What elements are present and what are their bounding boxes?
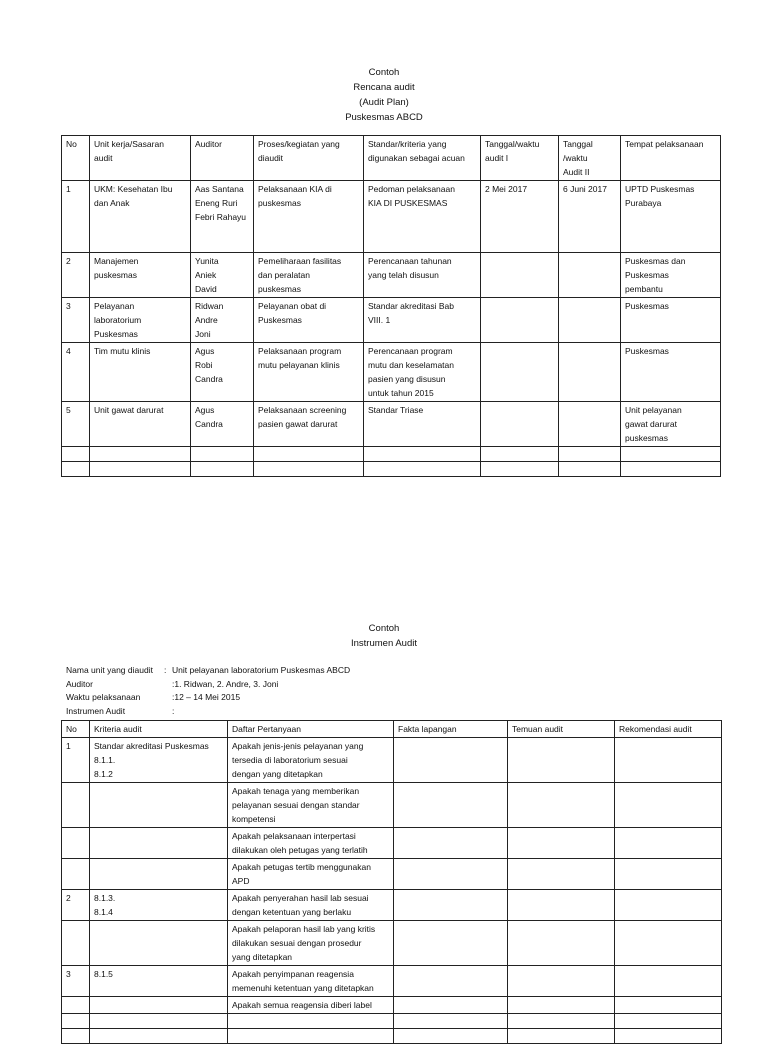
plan-cell-line: Pelaksanaan program [258,346,342,356]
plan-title-line: (Audit Plan) [359,97,409,108]
instrumen-cell [228,721,394,738]
instrumen-row [62,890,722,921]
plan-cell [254,253,364,298]
plan-cell-line: Aas Santana [195,184,244,194]
instrumen-cell [508,1029,615,1044]
instrumen-cell [62,1014,90,1029]
plan-cell [559,253,621,298]
instrumen-header-row [62,721,722,738]
instrumen-cell [508,921,615,966]
instrumen-row [62,738,722,783]
plan-cell [62,447,90,462]
plan-cell-line: yang telah disusun [368,270,439,280]
instrumen-cell-line: dengan yang ditetapkan [232,769,323,779]
instrumen-cell-line: 8.1.2 [94,769,113,779]
instrumen-title [0,621,768,651]
plan-cell [481,298,559,343]
plan-cell-line: puskesmas [258,284,301,294]
plan-cell-line: pasien yang disusun [368,374,446,384]
instrumen-cell-line: 8.1.4 [94,907,113,917]
plan-cell-line: digunakan sebagai acuan [368,153,465,163]
instrumen-cell [615,997,722,1014]
instrumen-cell [394,1014,508,1029]
instrumen-cell [394,997,508,1014]
plan-cell-line: Puskesmas [94,329,138,339]
plan-cell [481,462,559,477]
instrumen-cell [90,966,228,997]
instrumen-cell [228,828,394,859]
plan-cell [559,298,621,343]
meta-value: :12 – 14 Mei 2015 [172,692,241,702]
plan-cell [254,181,364,253]
instrumen-cell [90,1029,228,1044]
plan-cell [621,447,721,462]
plan-cell [254,343,364,402]
plan-cell [481,402,559,447]
plan-cell-line: Standar Triase [368,405,424,415]
instrumen-cell-line: memenuhi ketentuan yang ditetapkan [232,983,374,993]
plan-cell [621,462,721,477]
plan-cell [62,253,90,298]
plan-cell [481,253,559,298]
plan-cell [621,253,721,298]
plan-cell-line: mutu dan keselamatan [368,360,454,370]
instrumen-cell-line: APD [232,876,250,886]
instrumen-row [62,966,722,997]
plan-cell-line: diaudit [258,153,284,163]
instrumen-cell [228,921,394,966]
instrumen-cell-line: 2 [66,893,71,903]
plan-row [62,402,721,447]
instrumen-cell [615,783,722,828]
plan-cell [254,402,364,447]
instrumen-cell-line: tersedia di laboratorium sesuai [232,755,348,765]
plan-cell-line: audit [94,153,113,163]
plan-cell-line: Auditor [195,139,222,149]
plan-cell-line: Candra [195,419,223,429]
instrumen-cell [228,890,394,921]
plan-cell [559,447,621,462]
plan-cell-line: Purabaya [625,198,662,208]
plan-cell [621,343,721,402]
plan-cell-line: dan Anak [94,198,130,208]
instrumen-cell [615,890,722,921]
plan-cell [90,181,191,253]
instrumen-cell [228,1014,394,1029]
plan-cell-line: VIII. 1 [368,315,391,325]
plan-cell-line: Robi [195,360,213,370]
meta-sep: : [164,665,167,675]
plan-cell [559,402,621,447]
plan-cell [481,136,559,181]
meta-key: Auditor [66,678,93,689]
plan-cell [62,136,90,181]
plan-cell-line: puskesmas [258,198,301,208]
instrumen-cell-line: Standar akreditasi Puskesmas [94,741,209,751]
plan-cell [254,298,364,343]
instrumen-cell [508,890,615,921]
instrumen-cell [90,1014,228,1029]
instrumen-cell [228,738,394,783]
instrumen-cell [62,828,90,859]
instrumen-cell [394,783,508,828]
plan-cell-line: mutu pelayanan klinis [258,360,340,370]
plan-cell-line: 6 Juni 2017 [563,184,607,194]
instrumen-cell [394,921,508,966]
plan-cell-line: Joni [195,329,211,339]
plan-row [62,462,721,477]
instrumen-row [62,997,722,1014]
plan-cell-line: Puskesmas [258,315,302,325]
plan-cell-line: Tanggal [563,139,593,149]
plan-cell [621,298,721,343]
plan-cell-line: pembantu [625,284,663,294]
instrumen-cell [62,890,90,921]
instrumen-cell-line: 3 [66,969,71,979]
instrumen-cell [62,783,90,828]
plan-cell [621,181,721,253]
instrumen-cell-line: Apakah semua reagensia diberi label [232,1000,372,1010]
plan-cell-line: /waktu [563,153,588,163]
plan-cell-line: 1 [66,184,71,194]
plan-cell [90,343,191,402]
plan-cell [191,298,254,343]
plan-cell-line: untuk tahun 2015 [368,388,434,398]
instrumen-cell [615,1029,722,1044]
meta-key: Waktu pelaksanaan [66,692,141,702]
plan-cell-line: puskesmas [94,270,137,280]
plan-cell [62,402,90,447]
plan-cell-line: No [66,139,77,149]
instrumen-cell [394,859,508,890]
instrumen-cell-line: Apakah penyimpanan reagensia [232,969,354,979]
instrumen-cell [90,890,228,921]
plan-cell-line: Pelaksanaan KIA di [258,184,332,194]
instrumen-cell-line: Apakah pelaksanaan interpertasi [232,831,356,841]
instrumen-cell-line: Daftar Pertanyaan [232,724,301,734]
instrumen-cell [62,721,90,738]
plan-cell-line: Pelayanan obat di [258,301,327,311]
instrumen-cell [228,859,394,890]
instrumen-cell-line: 8.1.5 [94,969,113,979]
plan-cell-line: audit I [485,153,509,163]
plan-cell-line: Proses/kegiatan yang [258,139,340,149]
instrumen-cell [90,921,228,966]
plan-cell-line: Ridwan [195,301,224,311]
meta-row-instrumen [66,705,350,719]
plan-cell-line: Tempat pelaksanaan [625,139,704,149]
plan-cell [191,253,254,298]
instrumen-cell [62,738,90,783]
plan-cell [191,181,254,253]
plan-cell-line: pasien gawat darurat [258,419,338,429]
plan-cell [62,298,90,343]
meta-key: Nama unit yang diaudit [66,665,153,675]
plan-cell [90,253,191,298]
plan-title-line: Contoh [368,67,400,78]
plan-cell [254,447,364,462]
meta-sep [164,705,175,719]
instrumen-title-line: Instrumen Audit [350,638,417,649]
plan-cell [364,447,481,462]
plan-cell-line: laboratorium [94,315,142,325]
instrumen-cell [615,966,722,997]
plan-cell [481,343,559,402]
instrumen-row [62,859,722,890]
instrumen-cell [615,738,722,783]
plan-cell-line: Pedoman pelaksanaan [368,184,455,194]
instrumen-cell [90,783,228,828]
instrumen-cell-line: Fakta lapangan [398,724,457,734]
plan-cell-line: Candra [195,374,223,384]
instrumen-cell [508,828,615,859]
instrumen-cell-line: Apakah pelaporan hasil lab yang kritis [232,924,376,934]
plan-cell [254,136,364,181]
plan-cell [191,462,254,477]
plan-row [62,298,721,343]
plan-cell-line: Unit kerja/Sasaran [94,139,164,149]
plan-cell [90,136,191,181]
instrumen-cell-line: Kriteria audit [94,724,142,734]
plan-cell-line: Febri Rahayu [195,212,247,222]
plan-cell-line: Unit pelayanan [625,405,682,415]
instrumen-cell [394,1029,508,1044]
plan-cell [364,343,481,402]
instrumen-cell [508,1014,615,1029]
plan-cell [559,462,621,477]
instrumen-cell-line: yang ditetapkan [232,952,293,962]
plan-cell [364,298,481,343]
plan-cell-line: 3 [66,301,71,311]
meta-value: Unit pelayanan laboratorium Puskesmas ABCD [172,665,351,675]
plan-cell [254,462,364,477]
instrumen-cell [394,721,508,738]
instrumen-cell-line: Apakah penyerahan hasil lab sesuai [232,893,369,903]
plan-cell-line: Pelaksanaan screening [258,405,347,415]
plan-title-line: Rencana audit [353,82,415,93]
meta-sep [164,678,172,692]
instrumen-cell-line: dilakukan sesuai dengan prosedur [232,938,362,948]
instrumen-cell [508,721,615,738]
plan-row [62,253,721,298]
plan-cell-line: Perencanaan tahunan [368,256,452,266]
plan-cell-line: David [195,284,217,294]
plan-cell [559,136,621,181]
instrumen-cell [90,738,228,783]
audit-plan-table [61,135,721,477]
instrumen-cell [508,997,615,1014]
plan-cell-line: dan peralatan [258,270,310,280]
plan-cell-line: gawat darurat [625,419,677,429]
meta-value: : [172,705,175,716]
instrumen-cell [62,966,90,997]
instrumen-cell-line: 8.1.1. [94,755,116,765]
plan-cell [364,136,481,181]
instrumen-cell [90,828,228,859]
plan-row [62,343,721,402]
instrumen-cell [615,1014,722,1029]
instrumen-cell [394,828,508,859]
instrumen-cell [228,997,394,1014]
meta-key: Instrumen Audit [66,705,126,716]
plan-cell [90,402,191,447]
plan-cell-line: Audit II [563,167,590,177]
instrumen-cell-line: Temuan audit [512,724,564,734]
meta-row-waktu [66,691,350,705]
plan-cell-line: Puskesmas [625,270,669,280]
instrumen-cell [90,859,228,890]
plan-cell-line: 2 [66,256,71,266]
plan-cell-line: Pemeliharaan fasilitas [258,256,342,266]
instrumen-row [62,1014,722,1029]
plan-cell [559,181,621,253]
instrumen-cell [615,721,722,738]
meta-value: :1. Ridwan, 2. Andre, 3. Joni [172,678,279,689]
plan-cell [621,136,721,181]
instrumen-cell [508,783,615,828]
plan-cell [364,402,481,447]
plan-cell-line: Puskesmas [625,346,669,356]
plan-cell-line: Eneng Ruri [195,198,238,208]
instrumen-cell-line: dilakukan oleh petugas yang terlatih [232,845,368,855]
plan-title [0,65,768,125]
plan-cell-line: Pelayanan [94,301,135,311]
instrumen-cell-line: 1 [66,741,71,751]
plan-title-line: Puskesmas ABCD [345,112,423,123]
instrumen-cell [615,921,722,966]
instrumen-cell-line: pelayanan sesuai dengan standar [232,800,360,810]
instrumen-cell-line: Rekomendasi audit [619,724,692,734]
plan-cell-line: Agus [195,405,215,415]
instrumen-audit-table [61,720,722,1044]
instrumen-title-line: Contoh [368,623,400,634]
instrumen-cell [394,890,508,921]
plan-cell-line: Agus [195,346,215,356]
instrumen-cell-line: No [66,724,77,734]
plan-cell [364,462,481,477]
instrumen-row [62,783,722,828]
instrumen-cell [228,783,394,828]
instrumen-cell [90,997,228,1014]
plan-cell [90,447,191,462]
instrumen-cell-line: dengan ketentuan yang berlaku [232,907,352,917]
plan-cell-line: 2 Mei 2017 [485,184,528,194]
instrumen-cell-line: Apakah jenis-jenis pelayanan yang [232,741,364,751]
instrumen-cell [394,966,508,997]
plan-cell-line: Unit gawat darurat [94,405,164,415]
plan-row [62,447,721,462]
plan-cell [481,447,559,462]
plan-cell-line: Standar/kriteria yang [368,139,447,149]
plan-cell [559,343,621,402]
meta-row-auditor [66,678,350,692]
plan-cell [90,462,191,477]
instrumen-cell [62,921,90,966]
instrumen-row [62,828,722,859]
plan-cell [191,447,254,462]
plan-cell [621,402,721,447]
instrumen-cell [90,721,228,738]
instrumen-cell [508,966,615,997]
instrumen-cell [62,1029,90,1044]
instrumen-cell [62,859,90,890]
instrumen-cell-line: Apakah petugas tertib menggunakan [232,862,371,872]
instrumen-cell [62,997,90,1014]
plan-cell [62,343,90,402]
meta-sep [164,691,172,705]
plan-cell-line: UKM: Kesehatan Ibu [94,184,173,194]
plan-cell-line: Puskesmas dan [625,256,686,266]
instrumen-cell-line: Apakah tenaga yang memberikan [232,786,360,796]
plan-cell-line: Yunita [195,256,219,266]
plan-cell-line: KIA DI PUSKESMAS [368,198,448,208]
plan-cell [191,402,254,447]
plan-cell [191,343,254,402]
instrumen-cell-line: kompetensi [232,814,276,824]
plan-cell [90,298,191,343]
plan-cell-line: 4 [66,346,71,356]
plan-header-row [62,136,721,181]
instrumen-row [62,1029,722,1044]
meta-row-unit [66,664,350,678]
plan-cell-line: Standar akreditasi Bab [368,301,454,311]
instrumen-cell [615,828,722,859]
plan-cell [62,462,90,477]
instrumen-cell [228,966,394,997]
plan-cell [364,253,481,298]
plan-cell-line: Andre [195,315,218,325]
plan-cell-line: Aniek [195,270,217,280]
plan-cell-line: Perencanaan program [368,346,453,356]
plan-cell-line: Puskesmas [625,301,669,311]
instrumen-meta [66,664,350,718]
instrumen-cell [394,738,508,783]
plan-cell-line: Manajemen [94,256,139,266]
plan-cell-line: UPTD Puskesmas [625,184,695,194]
plan-cell [481,181,559,253]
plan-cell-line: 5 [66,405,71,415]
plan-cell-line: Tanggal/waktu [485,139,540,149]
plan-cell-line: puskesmas [625,433,668,443]
instrumen-cell [228,1029,394,1044]
plan-row [62,181,721,253]
instrumen-cell [508,859,615,890]
plan-cell [364,181,481,253]
plan-cell [62,181,90,253]
plan-cell-line: Tim mutu klinis [94,346,151,356]
instrumen-cell [508,738,615,783]
instrumen-cell-line: 8.1.3. [94,893,116,903]
instrumen-cell [615,859,722,890]
plan-cell [191,136,254,181]
instrumen-row [62,921,722,966]
